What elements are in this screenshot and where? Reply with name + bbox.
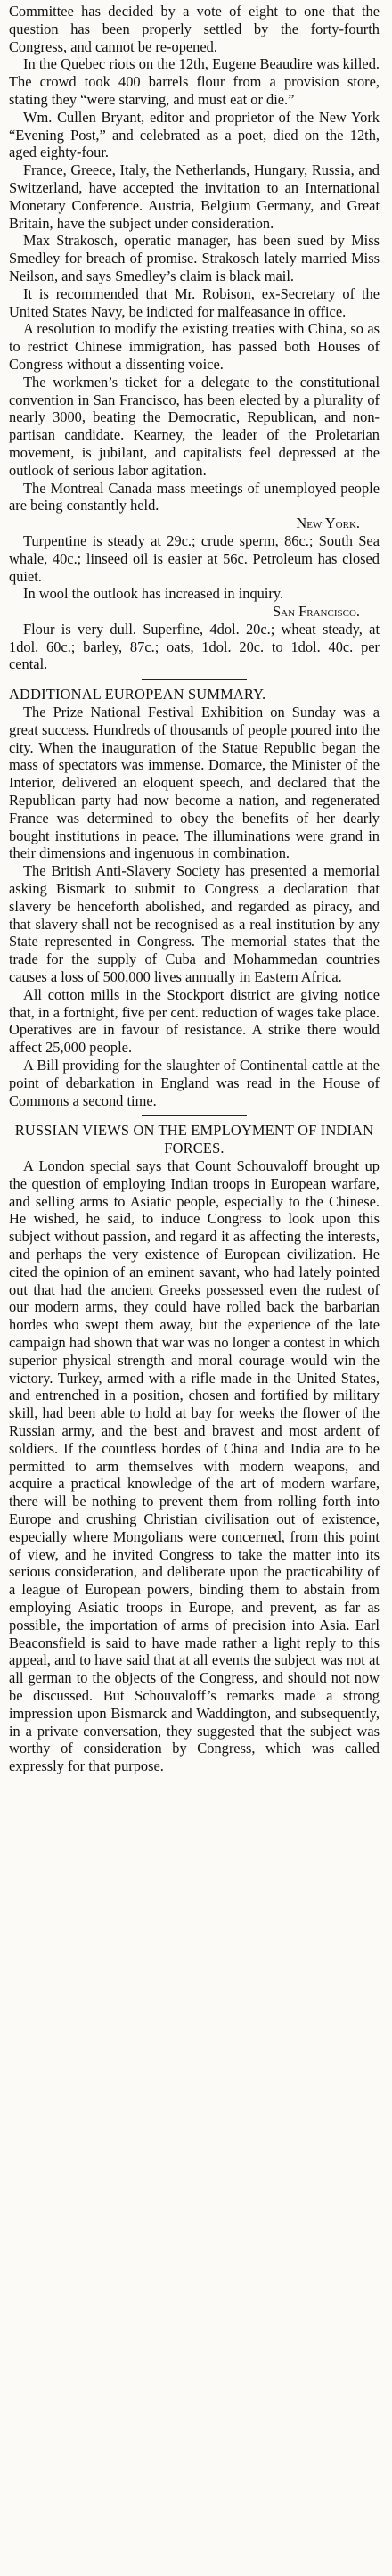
news-paragraph: A resolution to modify the existing treaties with China, so as to restrict Chinese immigration, has passed both Houses of Congress without a dissenting voice. [9, 320, 380, 373]
market-paragraph: Turpentine is steady at 29c.; crude sperm, 86c.; South Sea whale, 40c.; linseed oil is easier at 56c. Petroleum has closed quiet. [9, 531, 380, 585]
market-paragraph: In wool the outlook has increased in inquiry. [23, 585, 284, 603]
market-san-francisco [9, 603, 380, 673]
article-paragraph: The Prize National Festival Exhibition on Sunday was a great success. Hundreds of thousands of people poured into the city. When the inauguration of the Statue Republic began the mass of spectators was immense. Domarce, the Minister of the Interior, delivered an eloquent speech, and declared that the Republican party had now become a nation, and regenerated France was determined to obey the benefits of her dearly bought institutions in peace. The illuminations were grand in their dimensions and ingenuous in combination. [9, 704, 380, 862]
news-paragraph: It is recommended that Mr. Robison, ex-Secretary of the United States Navy, be indicted for malfeasance in office. [9, 284, 380, 320]
dateline-san-francisco: San Francisco. [273, 603, 360, 621]
article-paragraph: A Bill providing for the slaughter of Continental cattle at the point of debarkation in England was read in the House of Commons a second time. [9, 1057, 380, 1109]
market-new-york [9, 514, 380, 603]
news-paragraph: France, Greece, Italy, the Netherlands, Hungary, Russia, and Switzerland, have accepted the invitation to an International Monetary Conference. Austria, Belgium Germany, and Great Britain, have the subject under consideration. [9, 161, 380, 232]
section-heading: RUSSIAN VIEWS ON THE EMPLOYMENT OF INDIAN FORCES. [14, 1122, 374, 1157]
european-summary-section [9, 686, 380, 1109]
news-paragraph: The Montreal Canada mass meetings of unemployed people are being constantly held. [9, 479, 380, 514]
russian-views-section [9, 1122, 380, 1774]
article-paragraph: All cotton mills in the Stockport district are giving notice that, in a fortnight, five per cent. reduction of wages take place. Operatives are in favour of resistance. A strike there would affect 25,000 people. [9, 985, 380, 1057]
section-divider [142, 1115, 247, 1116]
section-divider [142, 679, 247, 680]
market-paragraph: Flour is very dull. Superfine, 4dol. 20c.; wheat steady, at 1dol. 60c.; barley, 87c.; oats, 1dol. 20c. to 1dol. 40c. per cental. [9, 620, 380, 673]
news-paragraph: Max Strakosch, operatic manager, has been sued by Miss Smedley for breach of promise. Strakosch lately married Miss Neilson, and says Smedley’s claim is black mail. [9, 232, 380, 284]
article-paragraph: A London special says that Count Schouvaloff brought up the question of employing Indian troops in European warfare, and selling arms to Asiatic people, especially to the Chinese. He wished, he said, to induce Congress to look upon this subject without passion, and regard it as affecting the interests, and perhaps the very existence of European civilization. He cited the opinion of an eminent savant, who had lately pointed out that had the ancient Greeks possessed even the rudest of our modern arms, they could have rolled back the barbarian hordes who swept them away, but the experience of the late campaign had shown that war was no longer a contest in which superior physical strength and moral courage would win the victory. Turkey, armed with a rifle made in the United States, and entrenched in a position, chosen and fortified by military skill, had been able to hold at bay for weeks the flower of the Russian army, and the best and bravest and most ardent of soldiers. If the countless hordes of China and India are to be permitted to arm themselves with modern weapons, and acquire a practical knowledge of the art of modern warfare, there will be nothing to prevent them from rolling forth into Europe and crushing Christian civilisation out of existence, especially where Mongolians were concerned, from this point of view, and he invited Congress to take the matter into its serious consideration, and deliberate upon the practicability of a league of European powers, binding them to abstain from employing Asiatic troops in Europe, and prevent, as far as possible, the importation of arms of precision into Asia. Earl Beaconsfield is said to have made rather a light reply to this appeal, and to have said that at all events the subject was not at all german to the objects of the Congress, and should not now be discussed. But Schouvaloff’s remarks made a strong impression upon Bismarck and Waddington, and subsequently, in a private conversation, they suggested that the subject was worthy of consideration by Congress, which was called expressly for that purpose. [9, 1157, 380, 1775]
article-paragraph: The British Anti-Slavery Society has presented a memorial asking Bismark to submit to Congress a declaration that slavery be henceforth abolished, and regarded as piracy, and that slavery shall not be recognised as a real institution by any State represented in Congress. The memorial states that the trade for the supply of Cuba and Mohammedan countries causes a loss of 500,000 lives annually in Eastern Africa. [9, 862, 380, 986]
news-paragraph: Committee has decided by a vote of eight to one that the question has been properly settled by the forty-fourth Congress, and cannot be re-opened. [9, 3, 380, 55]
section-heading: ADDITIONAL EUROPEAN SUMMARY. [9, 686, 266, 704]
news-items-block [9, 3, 380, 514]
news-paragraph: In the Quebec riots on the 12th, Eugene Beaudire was killed. The crowd took 400 barrels flour from a provision store, stating they “were starving, and must eat or die.” [9, 55, 380, 108]
news-paragraph: Wm. Cullen Bryant, editor and proprietor of the New York “Evening Post,” and celebrated as a poet, died on the 12th, aged eighty-four. [9, 108, 380, 161]
dateline-new-york: New York. [296, 514, 360, 532]
news-paragraph: The workmen’s ticket for a delegate to the constitutional convention in San Francisco, has been elected by a plurality of nearly 3000, beating the Democratic, Republican, and non-partisan candidate. Kearney, the leader of the Proletarian movement, is jubilant, and capitalists feel depressed at the outlook of serious labor agitation. [9, 373, 380, 479]
